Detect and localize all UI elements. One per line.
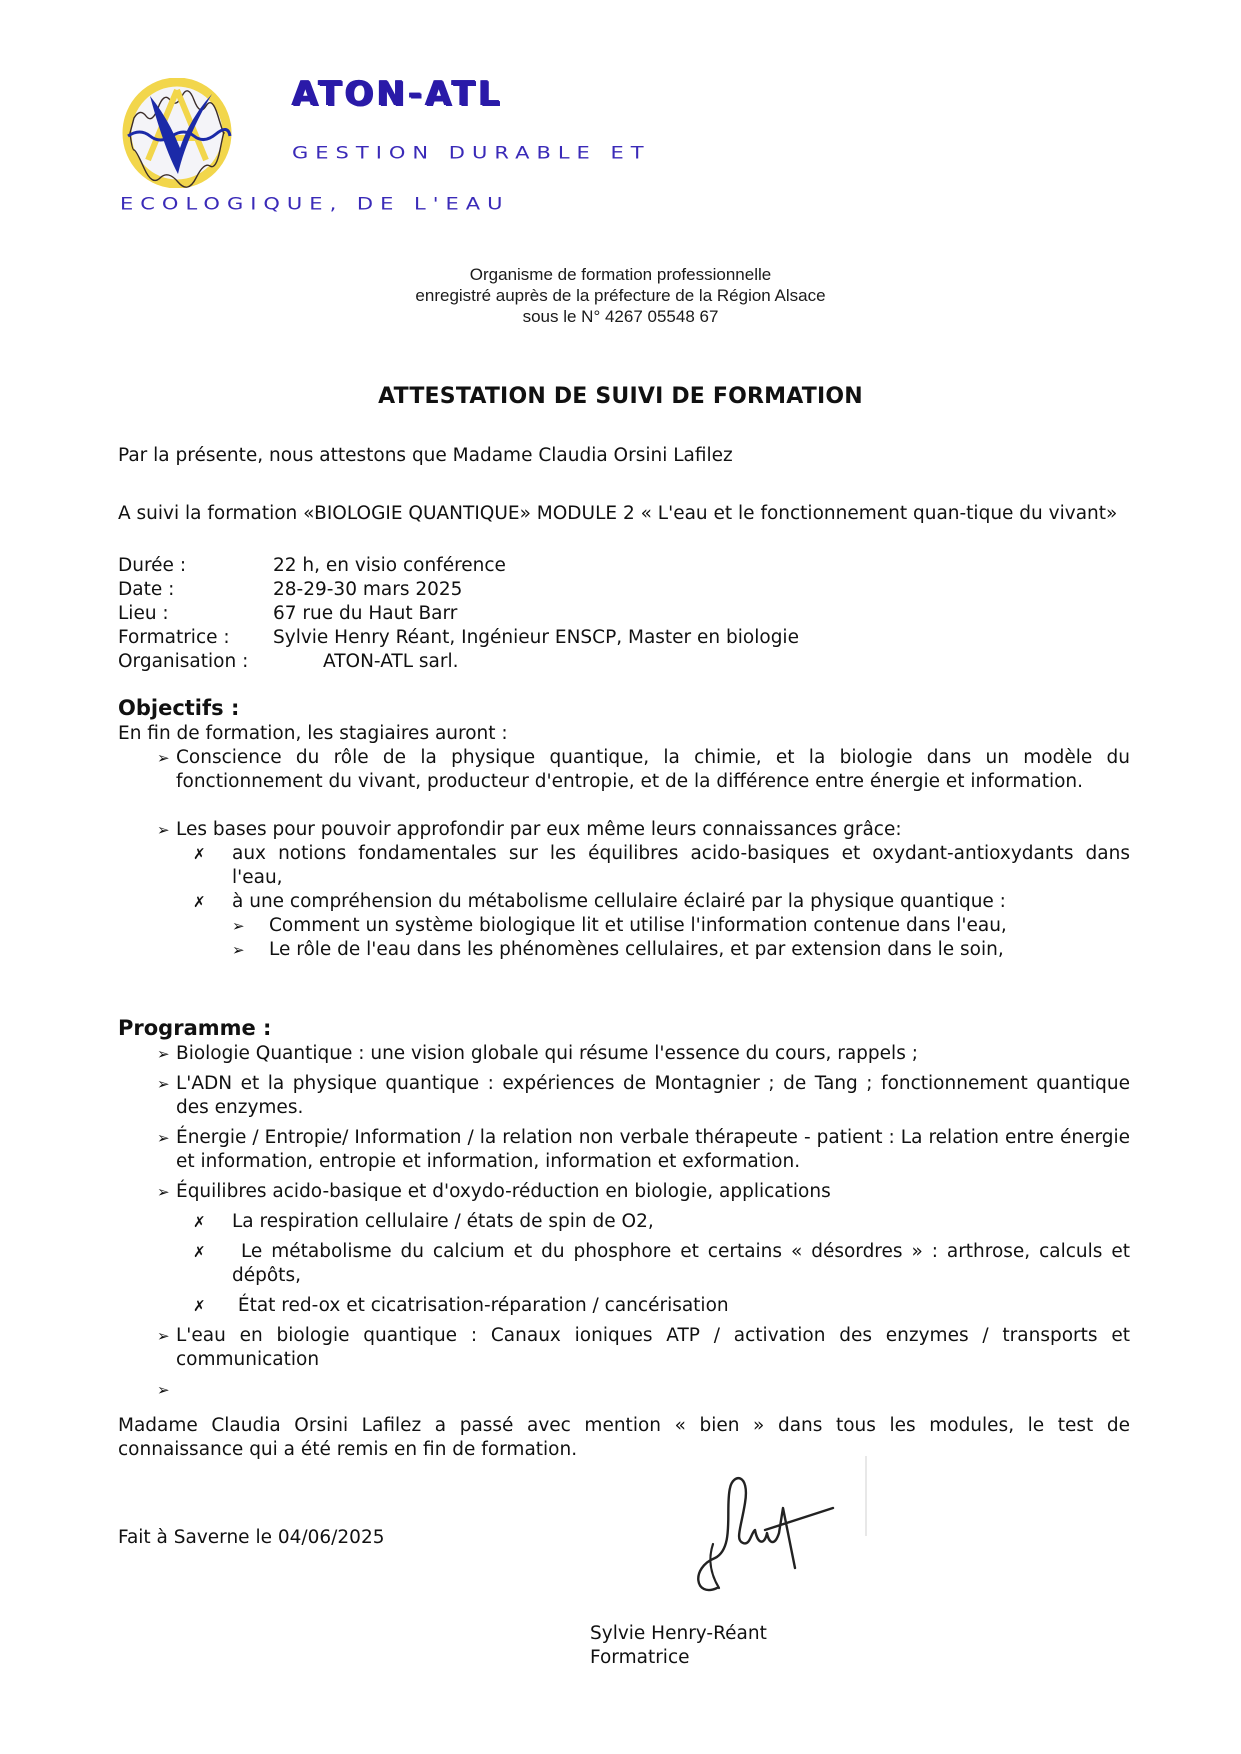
arrow-bullet-icon: ➢: [157, 1075, 170, 1093]
arrow-bullet-icon: ➢: [157, 1045, 170, 1063]
detail-value: 28-29-30 mars 2025: [273, 579, 463, 600]
objectif-sub-1: aux notions fondamentales sur les équilibres acido-basiques et oxydant-antioxydants dans l'eau,: [232, 843, 1130, 888]
brand-tagline-line2: ECOLOGIQUE, DE L'EAU: [120, 194, 510, 214]
detail-label: Durée :: [118, 555, 187, 576]
detail-label: Organisation :: [118, 651, 249, 672]
arrow-bullet-icon: ➢: [232, 917, 245, 935]
cross-bullet-icon: ✗: [193, 845, 206, 863]
cross-bullet-icon: ✗: [193, 1297, 206, 1315]
programme-heading: Programme :: [118, 1016, 272, 1040]
arrow-bullet-icon: ➢: [157, 749, 170, 767]
document-title: ATTESTATION DE SUIVI DE FORMATION: [378, 384, 863, 409]
objectifs-lead: En fin de formation, les stagiaires auront :: [118, 723, 508, 744]
objectif-sub-2: à une compréhension du métabolisme cellulaire éclairé par la physique quantique :: [232, 891, 1006, 912]
objectif-item-1-text: Conscience du rôle de la physique quantique, la chimie, et la biologie dans un modèle du fonctionnement du vivant, producteur d'entropie, et de la différence entre énergie et information.: [176, 747, 1130, 792]
cross-bullet-icon: ✗: [193, 893, 206, 911]
programme-sub-2: Le métabolisme du calcium et du phosphore et certains « désordres » : arthrose, calculs et dépôts,: [232, 1241, 1136, 1286]
intro-text: Par la présente, nous attestons que Madame Claudia Orsini Lafilez: [118, 445, 733, 466]
signature-area: [655, 1448, 855, 1608]
programme-item-2-text: L'ADN et la physique quantique : expériences de Montagnier ; de Tang ; fonctionnement quantique des enzymes.: [176, 1073, 1130, 1118]
objectifs-heading: Objectifs :: [118, 696, 240, 720]
signatory-name: Sylvie Henry-Réant: [590, 1623, 767, 1644]
detail-value: ATON-ATL sarl.: [323, 651, 459, 672]
handwritten-signature-icon: [655, 1448, 855, 1608]
cross-bullet-icon: ✗: [193, 1243, 206, 1261]
arrow-bullet-icon: ➢: [157, 1129, 170, 1147]
conclusion-text: Madame Claudia Orsini Lafilez a passé avec mention « bien » dans tous les modules, le test de connaissance qui a été remis en fin de formation.: [118, 1415, 1130, 1460]
registration-line-2: enregistré auprès de la préfecture de la Région Alsace: [415, 286, 826, 305]
programme-item-4: Équilibres acido-basique et d'oxydo-réduction en biologie, applications: [176, 1181, 831, 1202]
arrow-bullet-icon: ➢: [232, 941, 245, 959]
programme-sub-1: La respiration cellulaire / états de spin de O2,: [232, 1211, 654, 1232]
detail-label: Date :: [118, 579, 175, 600]
arrow-bullet-icon: ➢: [157, 1327, 170, 1345]
registration-line-3: sous le N° 4267 05548 67: [522, 307, 719, 326]
programme-item-3: [176, 1126, 1130, 1174]
formation-text: A suivi la formation «BIOLOGIE QUANTIQUE» MODULE 2 « L'eau et le fonctionnement quan-tique du vivant»: [118, 503, 1118, 524]
detail-label: Lieu :: [118, 603, 169, 624]
empty-arrow-bullet-icon: ➢: [157, 1381, 170, 1399]
programme-item-5-text: L'eau en biologie quantique : Canaux ioniques ATP / activation des enzymes / transports et communication: [176, 1325, 1130, 1370]
registration-line-1: Organisme de formation professionnelle: [469, 265, 772, 284]
programme-item-2: [176, 1072, 1130, 1120]
arrow-bullet-icon: ➢: [157, 1183, 170, 1201]
water-wave-emblem-icon: [120, 78, 235, 188]
objectif-sub-2b: Le rôle de l'eau dans les phénomènes cellulaires, et par extension dans le soin,: [269, 939, 1004, 960]
objectif-item-2: Les bases pour pouvoir approfondir par eux même leurs connaissances grâce:: [176, 819, 902, 840]
programme-item-1: Biologie Quantique : une vision globale qui résume l'essence du cours, rappels ;: [176, 1043, 918, 1064]
objectif-item-1: [160, 746, 1130, 794]
detail-value: 22 h, en visio conférence: [273, 555, 506, 576]
place-date: Fait à Saverne le 04/06/2025: [118, 1527, 385, 1548]
signatory-role: Formatrice: [590, 1647, 690, 1668]
arrow-bullet-icon: ➢: [157, 821, 170, 839]
detail-value: 67 rue du Haut Barr: [273, 603, 458, 624]
detail-label: Formatrice :: [118, 627, 230, 648]
brand-name: ATON-ATL: [292, 74, 503, 114]
objectif-sub-2a: Comment un système biologique lit et utilise l'information contenue dans l'eau,: [269, 915, 1007, 936]
programme-item-5: [176, 1324, 1130, 1372]
programme-item-3-text: Énergie / Entropie/ Information / la relation non verbale thérapeute - patient : La relation entre énergie et information, entropie et information, information et exformation.: [176, 1127, 1130, 1172]
cross-bullet-icon: ✗: [193, 1213, 206, 1231]
programme-sub-3: État red-ox et cicatrisation-réparation / cancérisation: [232, 1295, 729, 1316]
brand-tagline-line1: GESTION DURABLE ET: [292, 143, 651, 163]
detail-value: Sylvie Henry Réant, Ingénieur ENSCP, Master en biologie: [273, 627, 799, 648]
